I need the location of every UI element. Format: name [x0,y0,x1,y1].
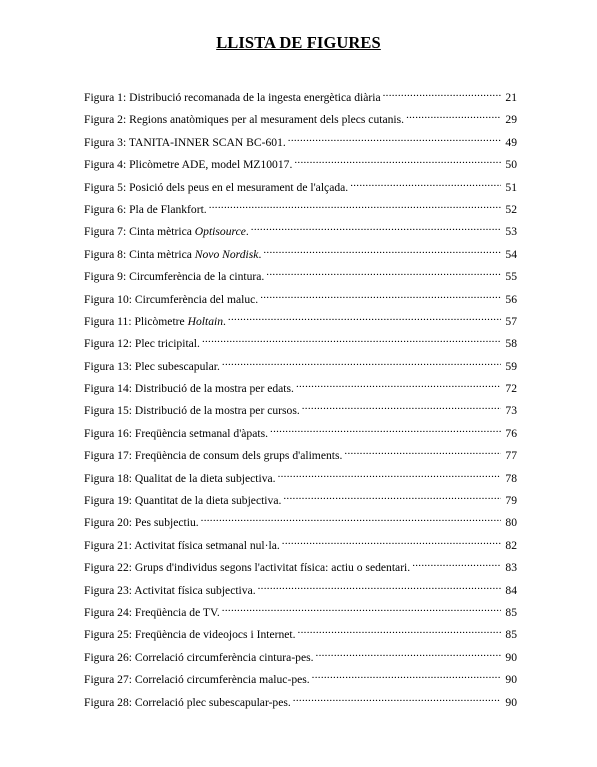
figure-label [84,672,310,688]
dot-leader [222,358,501,370]
dot-leader [383,89,501,101]
dot-leader [263,246,501,258]
figure-number: Figura 10: [84,292,135,306]
list-item[interactable] [84,111,517,133]
figure-caption-italic: Optisource [194,225,246,239]
figure-caption: Circumferència del maluc. [134,292,259,306]
figure-number: Figura 27: [84,673,135,687]
page-number: 80 [505,516,517,530]
figure-caption-suffix: . [245,225,249,239]
page-number: 50 [505,158,517,172]
list-item[interactable] [84,582,517,604]
figure-label [84,314,226,330]
figure-label [84,560,410,576]
figure-label [84,493,281,509]
dot-leader [222,604,501,616]
list-item[interactable] [84,492,517,514]
page-number: 79 [505,494,517,508]
figure-label [84,359,220,375]
figure-number: Figura 15: [84,404,135,418]
list-item[interactable] [84,156,517,178]
figure-number: Figura 14: [84,382,135,396]
page-number: 78 [505,471,517,485]
page-number: 57 [505,314,517,328]
dot-leader [270,425,501,437]
figure-label [84,112,404,128]
figure-label [84,157,292,173]
page-number: 85 [505,628,517,642]
page-number: 59 [505,359,517,373]
figure-caption: Activitat física setmanal nul·la. [134,538,280,552]
figure-caption: Correlació circumferència maluc-pes. [134,673,310,687]
figure-caption: Pla de Flankfort. [129,202,207,216]
list-item[interactable] [84,604,517,626]
figure-caption: TANITA-INNER SCAN BC-601. [128,135,286,149]
list-item[interactable] [84,425,517,447]
page-number: 56 [505,292,517,306]
dot-leader [209,201,501,213]
dot-leader [312,671,501,683]
dot-leader [296,380,501,392]
list-item[interactable] [84,291,517,313]
dot-leader [412,559,501,571]
dot-leader [260,291,501,303]
list-item[interactable] [84,223,517,245]
figure-number: Figura 6: [84,202,130,216]
list-item[interactable] [84,694,517,716]
figure-caption: Pes subjectiu. [134,516,199,530]
figure-caption-suffix: . [223,314,226,328]
page-number: 55 [505,270,517,284]
figure-number: Figura 16: [84,426,135,440]
list-item[interactable] [84,380,517,402]
figure-number: Figura 25: [84,628,135,642]
figure-caption: Cinta mètrica [129,247,195,261]
figure-number: Figura 26: [84,650,135,664]
figure-label [84,650,314,666]
figure-caption: Cinta mètrica [129,225,195,239]
list-item[interactable] [84,671,517,693]
page-number: 90 [505,650,517,664]
list-item[interactable] [84,470,517,492]
dot-leader [201,514,501,526]
figure-caption: Activitat física subjectiva. [134,583,256,597]
list-item[interactable] [84,537,517,559]
figure-number: Figura 21: [84,538,135,552]
figure-caption: Distribució recomanada de la ingesta energètica diària [129,91,381,104]
dot-leader [282,537,501,549]
page-number: 52 [505,202,517,216]
page-number: 54 [505,247,517,261]
list-item[interactable] [84,559,517,581]
figure-label [84,605,220,621]
figure-caption: Plec tricipital. [134,337,200,351]
page-number: 73 [505,404,517,418]
figure-caption: Plicòmetre ADE, model MZ10017. [129,158,293,172]
figure-label [84,247,261,263]
figure-label [84,336,200,352]
figure-number: Figura 19: [84,494,135,508]
figure-label [84,292,258,308]
figure-caption: Qualitat de la dieta subjectiva. [134,471,276,485]
figure-number: Figura 18: [84,471,135,485]
dot-leader [228,313,501,325]
figure-number: Figura 13: [84,359,135,373]
figure-label [84,627,296,643]
list-item[interactable] [84,447,517,469]
figure-number: Figura 4: [84,158,130,172]
figure-caption: Correlació circumferència cintura-pes. [134,650,314,664]
dot-leader [293,694,501,706]
dot-leader [278,470,501,482]
figure-number: Figura 2: [84,113,130,127]
figure-caption-italic: Novo Nordisk [194,247,259,261]
list-item[interactable] [84,402,517,424]
figure-caption: Grups d'individus segons l'activitat física: actiu o sedentari. [134,561,411,575]
figure-number: Figura 28: [84,695,135,709]
figure-number: Figura 3: [84,135,129,149]
figure-number: Figura 5: [84,180,130,194]
dot-leader [258,582,501,594]
list-item[interactable] [84,268,517,290]
figure-label [84,695,291,711]
dot-leader [283,492,501,504]
figure-caption: Circumferència de la cintura. [129,270,265,284]
figure-caption: Regions anatòmiques per al mesurament dels plecs cutanis. [129,113,405,127]
figure-number: Figura 11: [84,314,135,328]
dot-leader [266,268,501,280]
figure-label [84,426,268,442]
figure-number: Figura 8: [84,247,130,261]
figure-caption: Plicòmetre [134,314,188,328]
page-number: 58 [505,337,517,351]
figure-label [84,135,286,151]
figure-list [84,89,517,716]
figure-caption-suffix: . [258,247,262,261]
list-item[interactable] [84,246,517,268]
page-number: 21 [505,91,517,104]
page-number: 84 [505,583,517,597]
list-item[interactable] [84,179,517,201]
figure-number: Figura 7: [84,225,130,239]
figure-label [84,269,264,285]
figure-number: Figura 23: [84,583,135,597]
figure-number: Figura 17: [84,449,135,463]
figure-label [84,471,276,487]
list-item[interactable] [84,649,517,671]
list-item[interactable] [84,134,517,156]
figure-caption: Distribució de la mostra per edats. [134,382,294,396]
page-number: 83 [505,561,517,575]
figure-caption: Freqüència setmanal d'àpats. [134,426,269,440]
figure-caption: Posició dels peus en el mesurament de l'alçada. [129,180,349,194]
figure-label [84,381,294,397]
page-number: 90 [505,695,517,709]
dot-leader [298,626,501,638]
list-item[interactable] [84,201,517,223]
list-item[interactable] [84,313,517,335]
figure-label [84,224,249,240]
dot-leader [251,223,501,235]
list-item[interactable] [84,89,517,111]
figure-label [84,538,280,554]
page-number: 82 [505,538,517,552]
figure-number: Figura 1: [84,91,130,104]
page-number: 49 [505,135,517,149]
figure-caption: Freqüència de consum dels grups d'aliments. [134,449,343,463]
page-number: 51 [505,180,517,194]
figure-number: Figura 24: [84,605,135,619]
dot-leader [316,649,501,661]
figure-number: Figura 12: [84,337,135,351]
figure-number: Figura 22: [84,561,135,575]
figure-caption: Correlació plec subescapular-pes. [134,695,291,709]
figure-caption: Plec subescapular. [134,359,220,373]
page-number: 76 [505,426,517,440]
dot-leader [288,134,501,146]
list-item[interactable] [84,626,517,648]
page-number: 90 [505,673,517,687]
figure-number: Figura 9: [84,270,130,284]
figure-caption: Freqüència de TV. [134,605,220,619]
page-number: 29 [505,113,517,127]
figure-label [84,403,300,419]
list-item[interactable] [84,358,517,380]
page-number: 72 [505,382,517,396]
page-number: 53 [505,225,517,239]
figure-caption: Freqüència de videojocs i Internet. [134,628,296,642]
figure-label [84,448,342,464]
figure-label [84,583,256,599]
page-number: 85 [505,605,517,619]
dot-leader [406,111,501,123]
dot-leader [202,335,501,347]
figure-caption-italic: Holtain [187,314,224,328]
figure-label [84,515,199,531]
list-item[interactable] [84,335,517,357]
figure-label [84,202,207,218]
page-number: 77 [505,449,517,463]
list-item[interactable] [84,514,517,536]
dot-leader [344,447,501,459]
dot-leader [302,402,501,414]
figure-number: Figura 20: [84,516,135,530]
dot-leader [350,179,501,191]
page-title: LLISTA DE FIGURES [216,33,381,52]
figure-label [84,90,381,106]
dot-leader [294,156,501,168]
figure-caption: Distribució de la mostra per cursos. [134,404,300,418]
figure-caption: Quantitat de la dieta subjectiva. [134,494,282,508]
figure-label [84,180,348,196]
